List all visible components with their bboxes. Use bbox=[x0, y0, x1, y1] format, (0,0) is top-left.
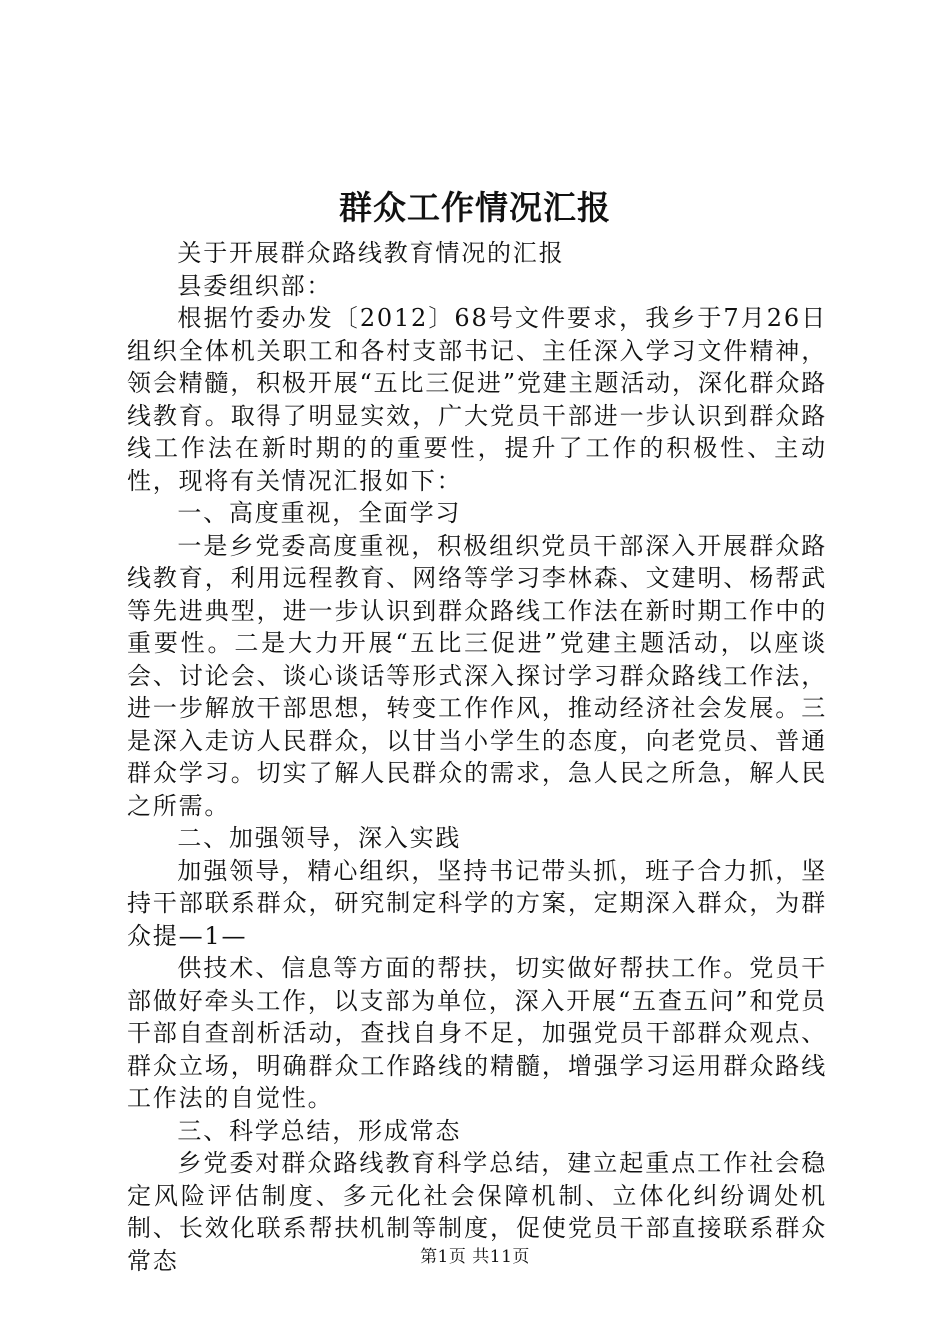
section-heading-2: 二、加强领导，深入实践 bbox=[177, 824, 462, 852]
section-heading-1: 一、高度重视，全面学习 bbox=[177, 499, 462, 527]
page-number-footer: 第1页 共11页 bbox=[420, 1247, 530, 1267]
paragraph-addressee: 县委组织部： bbox=[177, 271, 333, 300]
document-body bbox=[127, 237, 827, 1277]
paragraph-subtitle: 关于开展群众路线教育情况的汇报 bbox=[177, 239, 565, 267]
paragraph-intro: 根据竹委办发〔2012〕68号文件要求，我乡于7月26日组织全体机关职工和各村支部书记、主任深入学习文件精神，领会精髓，积极开展“五比三促进”党建主题活动，深化群众路线教育。取得了明显实效，广大党员干部进一步认识到群众路线工作法在新时期的的重要性，提升了工作的积极性、主动性，现将有关情况汇报如下： bbox=[127, 304, 827, 495]
paragraph-section-2b: 供技术、信息等方面的帮扶，切实做好帮扶工作。党员干部做好牵头工作，以支部为单位，深入开展“五查五问”和党员干部自查剖析活动，查找自身不足，加强党员干部群众观点、群众立场，明确群众工作路线的精髓，增强学习运用群众路线工作法的自觉性。 bbox=[127, 954, 827, 1112]
paragraph-section-3: 乡党委对群众路线教育科学总结，建立起重点工作社会稳定风险评估制度、多元化社会保障机制、立体化纠纷调处机制、长效化联系帮扶机制等制度，促使党员干部直接联系群众常态 bbox=[127, 1149, 827, 1275]
section-heading-3: 三、科学总结，形成常态 bbox=[177, 1116, 462, 1145]
paragraph-section-1: 一是乡党委高度重视，积极组织党员干部深入开展群众路线教育，利用远程教育、网络等学习李林森、文建明、杨帮武等先进典型，进一步认识到群众路线工作法在新时期工作中的重要性。二是大力开展“五比三促进”党建主题活动，以座谈会、讨论会、谈心谈话等形式深入探讨学习群众路线工作法，进一步解放干部思想，转变工作作风，推动经济社会发展。三是深入走访人民群众，以甘当小学生的态度，向老党员、普通群众学习。切实了解人民群众的需求，急人民之所急，解人民之所需。 bbox=[127, 531, 827, 820]
document-title: 群众工作情况汇报 bbox=[339, 188, 611, 227]
paragraph-section-2a: 加强领导，精心组织，坚持书记带头抓，班子合力抓，坚持干部联系群众，研究制定科学的方案，定期深入群众，为群众提—1— bbox=[127, 856, 827, 950]
